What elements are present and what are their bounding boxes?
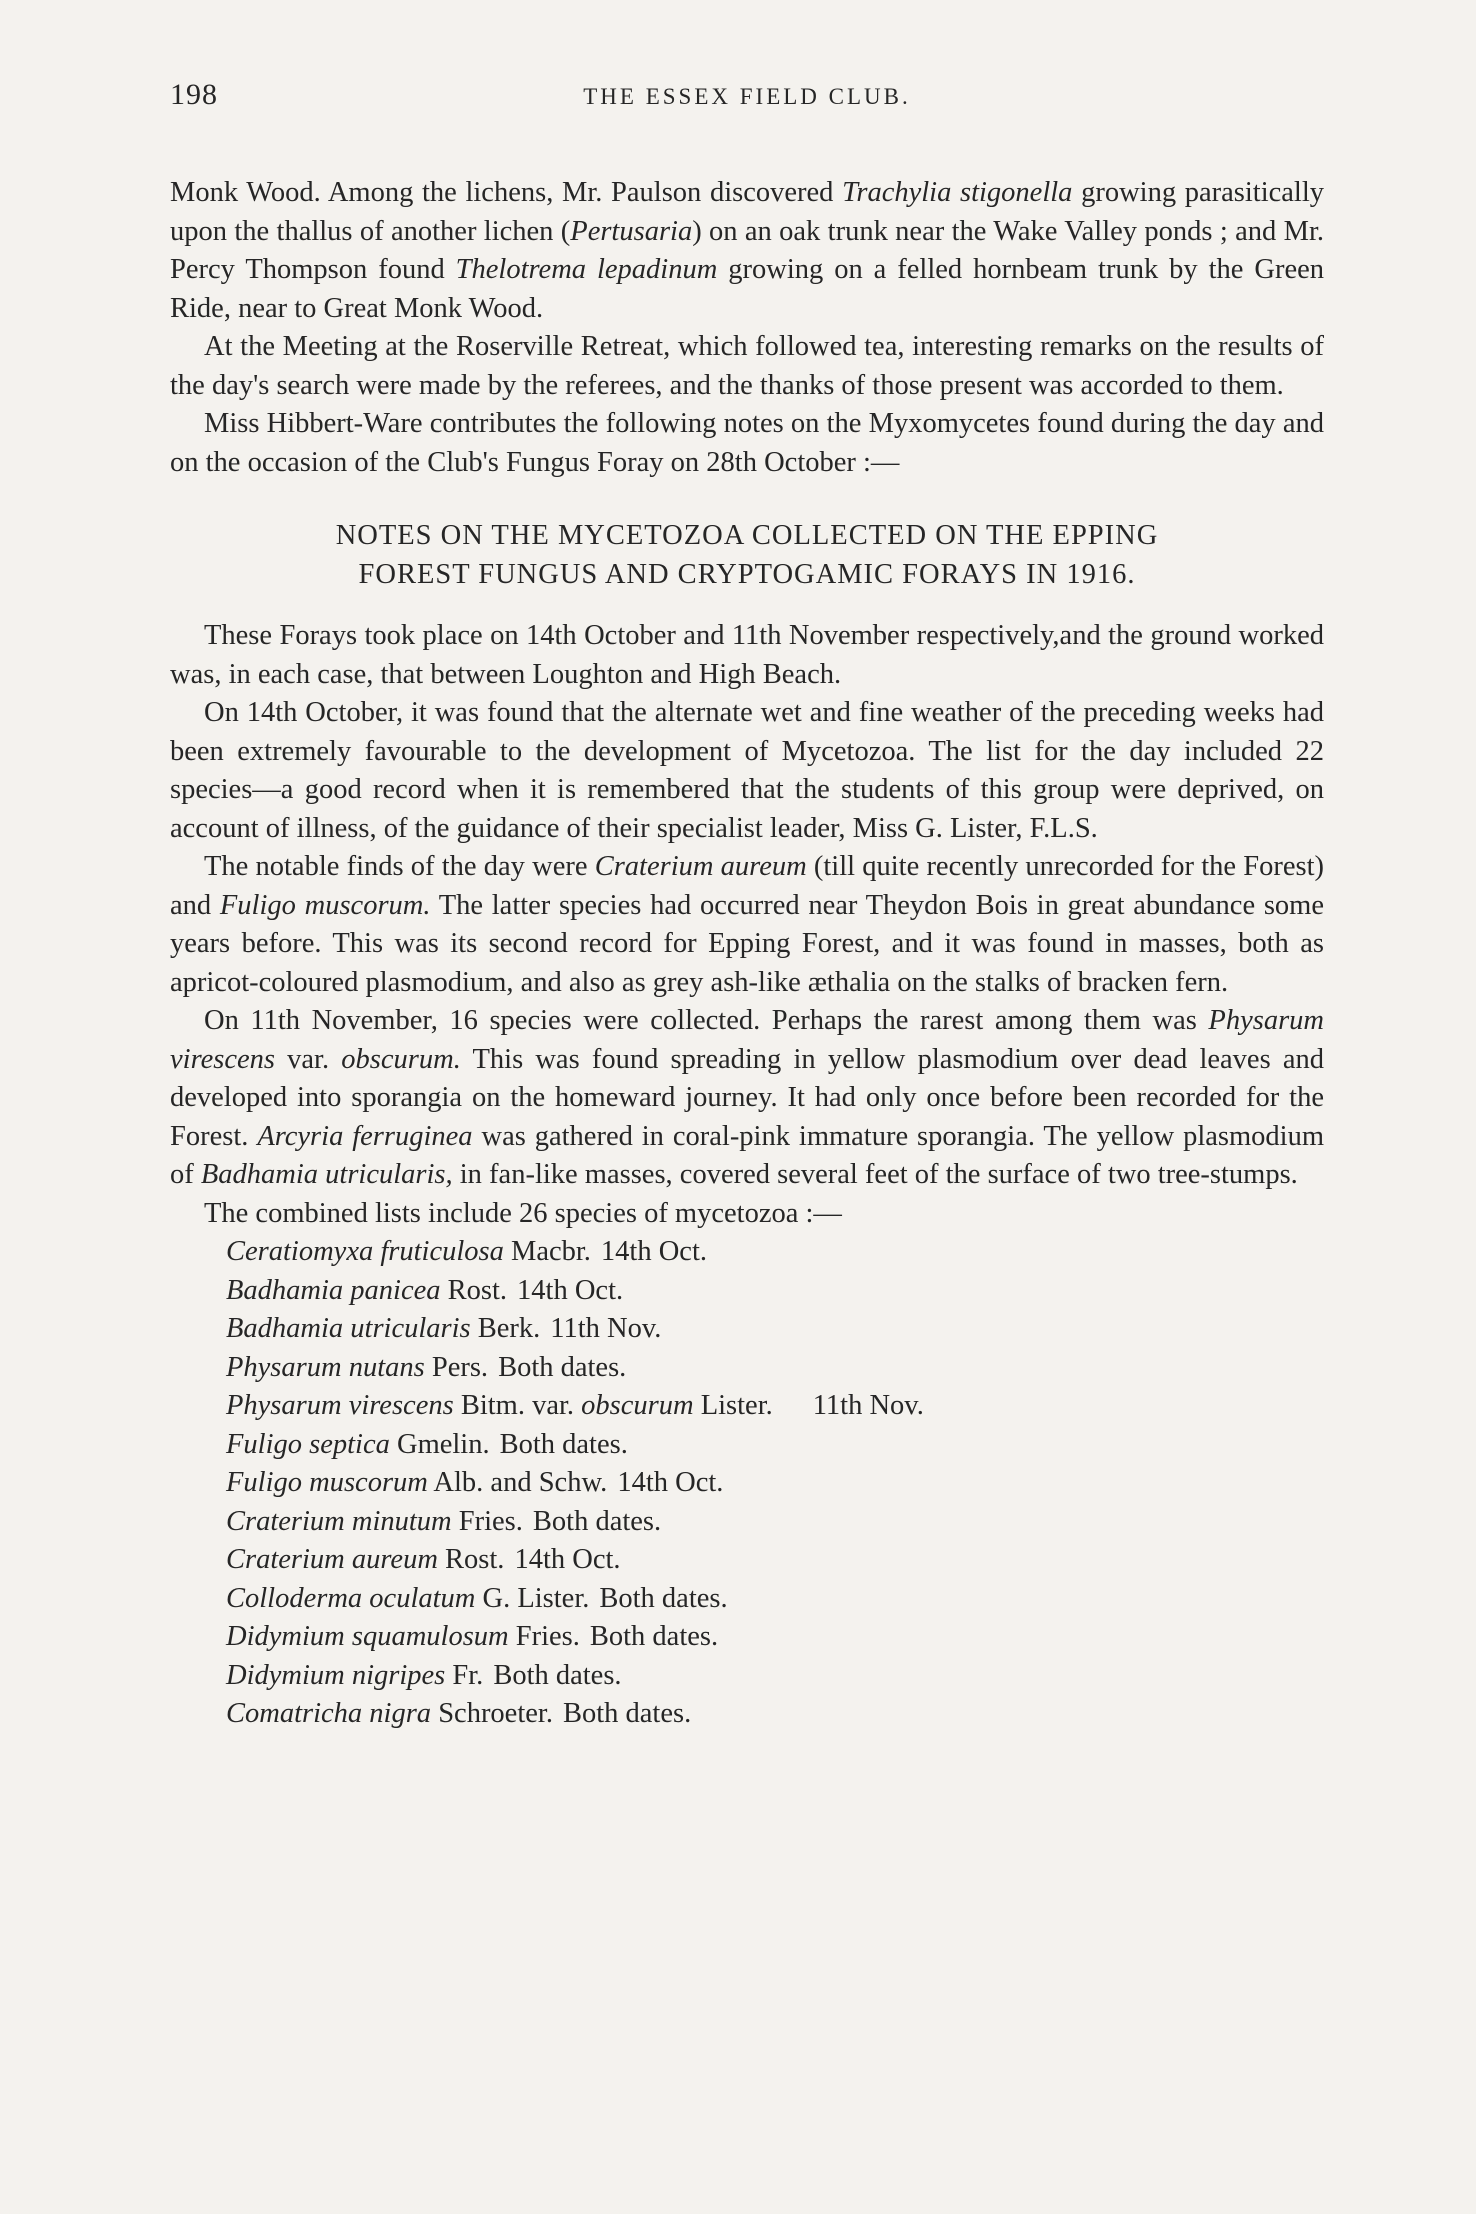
species-list-item <box>226 1541 1324 1580</box>
text-run: was gathered in coral-pink immature sporangia. The yellow plasmodium of <box>170 1120 1325 1190</box>
text-run: var. <box>274 1043 342 1075</box>
species-name: Craterium minutum <box>226 1505 452 1537</box>
paragraph-14th-october: On 14th October, it was found that the alternate wet and fine weather of the preceding weeks had been extremely favourable to the development of Mycetozoa. The list for the day included 22 species—a good record when it is remembered that the students of this group were deprived, on account of illness, of the guidance of their specialist leader, Miss G. Lister, F.L.S. <box>170 697 1324 844</box>
text-run: The latter species had occurred near Theydon Bois in great abundance some years before. This was its second record for Epping Forest, and it was found in masses, both as apricot-coloured plasmodium, and also as grey ash-like æthalia on the stalks of bracken fern. <box>170 889 1324 998</box>
species-list-item <box>226 1618 1324 1657</box>
species-name: Ceratiomyxa fruticulosa <box>226 1236 504 1267</box>
section-heading <box>170 517 1324 594</box>
paragraph-monk-wood <box>170 174 1324 328</box>
section-heading-line: NOTES ON THE MYCETOZOA COLLECTED ON THE EPPING <box>335 520 1159 551</box>
species-authority: Schroeter. <box>431 1698 553 1729</box>
species-authority: Pers. <box>424 1351 489 1383</box>
species-name: Craterium aureum <box>594 851 807 882</box>
species-list-item <box>226 1349 1324 1388</box>
species-list-item <box>226 1272 1324 1311</box>
species-name: Comatricha nigra <box>226 1698 432 1729</box>
species-list-item <box>226 1503 1324 1542</box>
text-run: This was found spreading in yellow plasmodium over dead leaves and developed into sporangia on the homeward journey. It had only once before been recorded for the Forest. <box>170 1043 1324 1152</box>
species-list-item <box>226 1387 1324 1426</box>
record-date: 14th Oct. <box>517 1274 624 1306</box>
species-authority: Alb. and Schw. <box>427 1467 608 1498</box>
species-name: Fuligo muscorum. <box>219 889 431 921</box>
record-date: Both dates. <box>562 1698 692 1729</box>
record-date: Both dates. <box>498 1351 627 1383</box>
species-name: Physarum virescens <box>226 1390 454 1421</box>
species-name: Arcyria ferruginea <box>257 1120 473 1152</box>
notes-text <box>170 617 1324 1233</box>
record-date: 14th Oct. <box>600 1236 707 1267</box>
species-name: Badhamia utricularis, <box>200 1159 453 1190</box>
species-name: Fuligo muscorum <box>226 1467 428 1498</box>
text-run: ) on an oak trunk near the Wake Valley ponds ; and Mr. Percy Thompson found <box>170 215 1325 285</box>
record-date: 11th Nov. <box>550 1313 662 1344</box>
text-run: Monk Wood. Among the lichens, Mr. Paulson discovered <box>170 177 843 208</box>
record-date: Both dates. <box>532 1505 662 1537</box>
record-date: 14th Oct. <box>617 1467 724 1498</box>
species-list-item <box>226 1464 1324 1503</box>
species-name: Fuligo septica <box>226 1428 390 1460</box>
body-text <box>170 174 1324 482</box>
species-authority: Rost. <box>437 1544 505 1575</box>
variety-name: obscurum. <box>341 1043 461 1075</box>
species-name: Pertusaria <box>570 215 693 247</box>
species-authority: Fr. <box>445 1659 484 1691</box>
record-date: 11th Nov. <box>812 1390 924 1421</box>
species-name: Didymium nigripes <box>226 1659 446 1691</box>
species-authority: Fries. <box>451 1505 523 1537</box>
record-date: Both dates. <box>589 1621 719 1652</box>
species-authority: Berk. <box>470 1313 541 1344</box>
species-authority: G. Lister. <box>475 1582 590 1614</box>
record-date: 14th Oct. <box>514 1544 621 1575</box>
species-authority: Bitm. var. <box>453 1390 582 1421</box>
paragraph-forays: These Forays took place on 14th October and 11th November respectively,and the ground worked was, in each case, that between Loughton and High Beach. <box>170 620 1324 690</box>
species-name: Badhamia utricularis <box>226 1313 471 1344</box>
species-name: Colloderma oculatum <box>226 1582 476 1614</box>
variety-name: obscurum <box>581 1390 694 1421</box>
species-list-item <box>226 1426 1324 1465</box>
species-list-item <box>226 1310 1324 1349</box>
paragraph-meeting: At the Meeting at the Roserville Retreat, which followed tea, interesting remarks on the results of the day's search were made by the referees, and the thanks of those present was accorded to them. <box>170 331 1324 401</box>
species-list-item <box>226 1657 1324 1696</box>
species-list-item <box>226 1695 1324 1734</box>
paragraph-hibbert-ware: Miss Hibbert-Ware contributes the following notes on the Myxomycetes found during the day and on the occasion of the Club's Fungus Foray on 28th October :— <box>170 408 1324 478</box>
species-name: Thelotrema lepadinum <box>455 254 718 285</box>
species-name: Didymium squamulosum <box>226 1621 509 1652</box>
text-run: growing on a felled hornbeam trunk by the Green Ride, near to Great Monk Wood. <box>170 254 1325 324</box>
variety-authority: Lister. <box>693 1390 773 1421</box>
species-authority: Gmelin. <box>389 1428 490 1460</box>
record-date: Both dates. <box>599 1582 728 1614</box>
species-name: Trachylia stigonella <box>842 177 1073 208</box>
text-run: (till quite recently unrecorded for the Forest) and <box>170 851 1324 921</box>
species-name: Physarum virescens <box>170 1005 1324 1075</box>
species-authority: Fries. <box>508 1621 580 1652</box>
species-name: Badhamia panicea <box>226 1274 441 1306</box>
section-heading-line: FOREST FUNGUS AND CRYPTOGAMIC FORAYS IN 1916. <box>358 558 1136 590</box>
running-title: THE ESSEX FIELD CLUB. <box>583 84 911 109</box>
species-name: Craterium aureum <box>226 1544 438 1575</box>
text-run: The notable finds of the day were <box>204 851 595 882</box>
paragraph-11th-november <box>170 1002 1324 1195</box>
text-run: in fan-like masses, covered several feet of the surface of two tree-stumps. <box>452 1159 1298 1190</box>
record-date: Both dates. <box>493 1659 622 1691</box>
paragraph-notable-finds <box>170 848 1324 1002</box>
page-header <box>170 78 1324 118</box>
species-list-item <box>226 1580 1324 1619</box>
text-run: On 11th November, 16 species were collected. Perhaps the rarest among them was <box>204 1005 1209 1036</box>
page-number: 198 <box>170 78 218 111</box>
species-authority: Macbr. <box>503 1236 591 1267</box>
record-date: Both dates. <box>499 1428 628 1460</box>
species-list-item <box>226 1233 1324 1272</box>
species-list <box>170 1233 1324 1734</box>
paragraph-combined-lists: The combined lists include 26 species of mycetozoa :— <box>204 1197 842 1229</box>
species-authority: Rost. <box>440 1274 508 1306</box>
species-name: Physarum nutans <box>226 1351 425 1383</box>
text-run: growing parasitically upon the thallus of another lichen ( <box>170 177 1325 247</box>
